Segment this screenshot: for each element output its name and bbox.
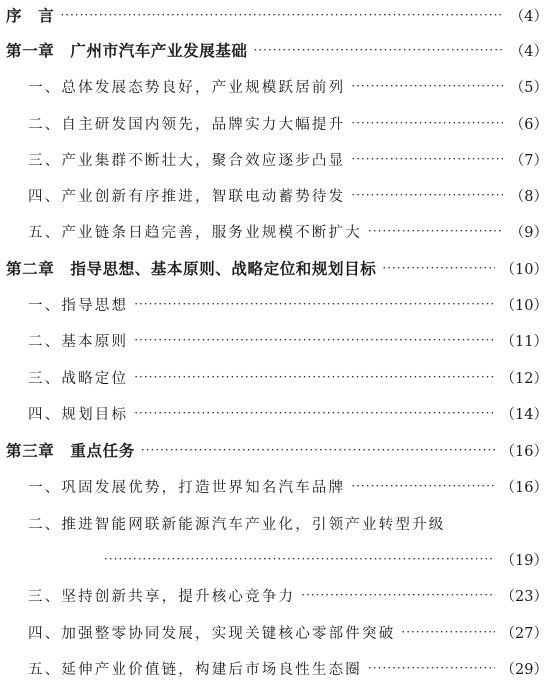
entry-title: 一、指导思想 <box>28 297 129 314</box>
entry-title: 第二章 指导思想、基本原则、战略定位和规划目标 <box>6 260 377 278</box>
toc-entry-section[interactable] <box>0 619 554 645</box>
toc-entry-section[interactable] <box>0 582 554 608</box>
entry-title: 二、自主研发国内领先，品牌实力大幅提升 <box>28 116 346 133</box>
toc-entry-section[interactable] <box>0 110 554 136</box>
page-number: （12） <box>500 370 548 387</box>
toc-entry-chapter-1[interactable] <box>0 37 554 63</box>
dot-leader <box>351 479 494 493</box>
page-number: （7） <box>509 152 548 169</box>
entry-title: 四、加强整零协同发展，实现关键核心零部件突破 <box>28 625 396 642</box>
page-number: （29） <box>500 661 548 678</box>
toc-entry-continuation[interactable] <box>0 546 554 572</box>
toc-entry-chapter-2[interactable] <box>0 255 554 281</box>
dot-leader <box>351 79 503 93</box>
page-number: （9） <box>509 224 548 241</box>
entry-title: 三、坚持创新共享，提升核心竞争力 <box>28 588 296 605</box>
dot-leader <box>351 116 503 130</box>
entry-title: 五、产业链条日趋完善，服务业规模不断扩大 <box>28 224 362 241</box>
page-number: （4） <box>509 8 548 25</box>
page-number: （5） <box>509 79 548 96</box>
toc-entry-section[interactable] <box>0 364 554 390</box>
page-number: （16） <box>500 443 548 460</box>
dot-leader <box>351 152 503 166</box>
toc-entry-section[interactable] <box>0 291 554 317</box>
dot-leader <box>134 333 494 347</box>
entry-title: 三、战略定位 <box>28 370 129 387</box>
entry-title: 第一章 广州市汽车产业发展基础 <box>6 42 248 60</box>
page-number: （6） <box>509 116 548 133</box>
toc-entry-chapter-3[interactable] <box>0 437 554 463</box>
page-number: （19） <box>500 552 548 569</box>
dot-leader <box>134 406 494 420</box>
page-number: （11） <box>500 333 548 350</box>
entry-title: 二、推进智能网联新能源汽车产业化，引领产业转型升级 <box>28 516 446 533</box>
page-number: （14） <box>500 406 548 423</box>
dot-leader <box>368 224 504 238</box>
toc-entry-section[interactable] <box>0 473 554 499</box>
entry-title: 第三章 重点任务 <box>6 442 135 460</box>
entry-title: 一、巩固发展优势，打造世界知名汽车品牌 <box>28 479 346 496</box>
dot-leader <box>368 661 495 675</box>
entry-title: 三、产业集群不断壮大，聚合效应逐步凸显 <box>28 152 346 169</box>
page-number: （4） <box>509 43 548 60</box>
page-number: （10） <box>500 297 548 314</box>
dot-leader <box>351 188 503 202</box>
page-number: （23） <box>500 588 548 605</box>
toc-entry-section[interactable] <box>0 146 554 172</box>
dot-leader <box>60 8 503 22</box>
entry-title: 一、总体发展态势良好，产业规模跃居前列 <box>28 79 346 96</box>
entry-title: 五、延伸产业价值链，构建后市场良性生态圈 <box>28 661 362 678</box>
page-number: （27） <box>500 625 548 642</box>
dot-leader <box>301 588 494 602</box>
toc-entry-section[interactable] <box>0 73 554 99</box>
dot-leader <box>254 43 504 57</box>
toc-entry-section[interactable] <box>0 182 554 208</box>
toc-entry-section[interactable] <box>0 655 554 681</box>
toc-entry-preface[interactable] <box>0 2 554 28</box>
dot-leader <box>134 370 494 384</box>
dot-leader <box>382 261 494 275</box>
entry-title: 二、基本原则 <box>28 333 129 350</box>
page-number: （8） <box>509 188 548 205</box>
toc-entry-section[interactable] <box>0 327 554 353</box>
toc-entry-section[interactable] <box>0 218 554 244</box>
entry-title: 四、产业创新有序推进，智联电动蓄势待发 <box>28 188 346 205</box>
entry-title: 四、规划目标 <box>28 406 129 423</box>
dot-leader <box>401 625 494 639</box>
dot-leader <box>134 297 494 311</box>
dot-leader <box>141 443 495 457</box>
page-number: （16） <box>500 479 548 496</box>
page-number: （10） <box>500 261 548 278</box>
toc-entry-section[interactable] <box>0 400 554 426</box>
dot-leader <box>104 552 495 566</box>
entry-title: 序 言 <box>6 7 55 25</box>
toc-entry-section[interactable] <box>0 510 554 536</box>
